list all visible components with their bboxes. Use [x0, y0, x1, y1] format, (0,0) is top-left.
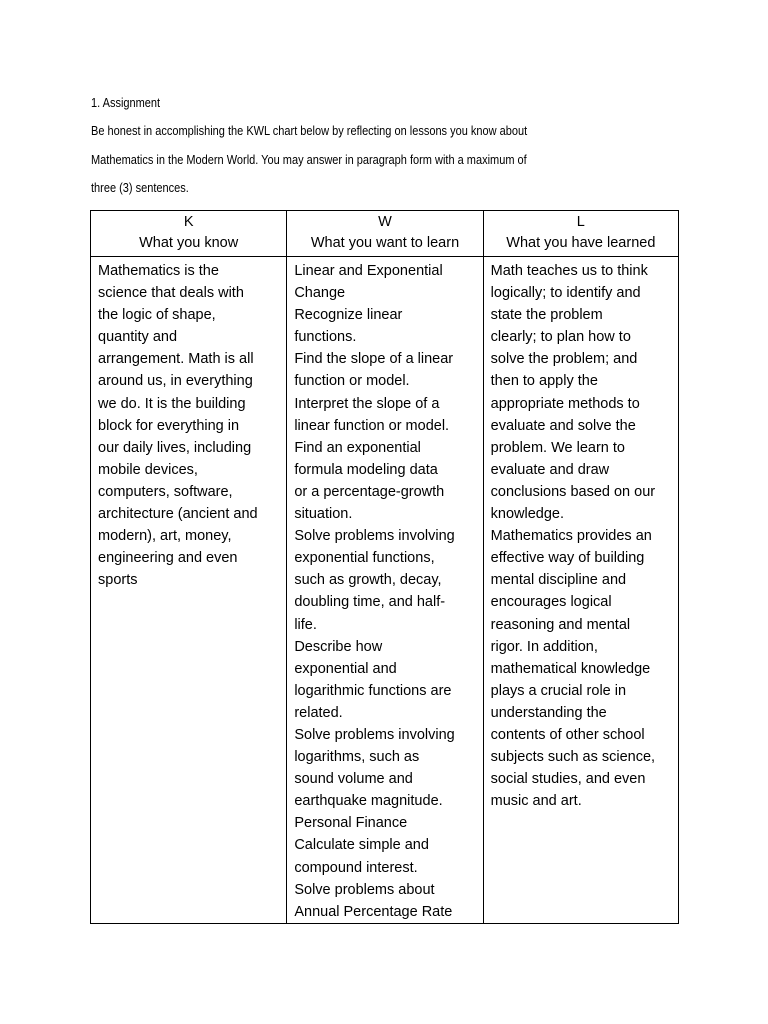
cell-text-line: or a percentage-growth	[294, 483, 445, 500]
cell-text-line: compound interest.	[294, 859, 418, 876]
cell-text-line: Solve problems involving	[294, 726, 455, 743]
cell-text-line: appropriate methods to	[490, 395, 640, 412]
cell-text-line: Linear and Exponential	[294, 263, 443, 279]
cell-text-line: evaluate and draw	[490, 461, 610, 478]
cell-text-line: clearly; to plan how to	[490, 329, 631, 346]
header-w-label: What you want to learn	[310, 235, 460, 251]
header-w	[287, 211, 483, 257]
header-l-label: What you have learned	[506, 235, 656, 251]
cell-text-line: rigor. In addition,	[490, 638, 598, 655]
cell-what-you-want-to-learn	[287, 257, 483, 924]
cell-text-line: around us, in everything	[98, 373, 253, 390]
cell-text-line: Mathematics is the	[98, 263, 219, 279]
cell-text-line: quantity and	[98, 329, 178, 346]
cell-text-line: life.	[294, 616, 317, 633]
cell-text-line: Calculate simple and	[294, 837, 429, 854]
cell-text-line: Solve problems involving	[294, 528, 455, 545]
cell-text-line: linear function or model.	[294, 417, 450, 434]
cell-text-line: related.	[294, 704, 343, 721]
cell-text-line: Personal Finance	[294, 815, 408, 832]
cell-text-line: computers, software,	[98, 483, 233, 500]
cell-text-line: contents of other school	[490, 726, 645, 743]
cell-text-line: Describe how	[294, 638, 383, 655]
kwl-body-row	[91, 257, 679, 924]
cell-text-line: Math teaches us to think	[490, 263, 648, 279]
cell-text-line: Mathematics provides an	[490, 528, 652, 545]
cell-text-line: earthquake magnitude.	[294, 793, 443, 810]
cell-text-line: state the problem	[490, 307, 603, 324]
cell-text-line: block for everything in	[98, 417, 240, 434]
cell-text-line: function or model.	[294, 373, 410, 390]
cell-text-line: science that deals with	[98, 285, 244, 302]
header-k-label: What you know	[139, 235, 239, 251]
cell-text-line: logically; to identify and	[490, 285, 641, 302]
cell-text-line: such as growth, decay,	[294, 572, 442, 589]
cell-text-line: our daily lives, including	[98, 439, 252, 456]
instructions-line-2: Mathematics in the Modern World. You may answer in paragraph form with a maximum of	[91, 153, 527, 167]
cell-text-line: Change	[294, 285, 346, 302]
cell-text-line: solve the problem; and	[490, 351, 638, 368]
cell-text-line: the logic of shape,	[98, 307, 216, 324]
cell-text-line: music and art.	[490, 793, 582, 810]
instructions-line-1: Be honest in accomplishing the KWL chart below by reflecting on lessons you know about	[91, 124, 528, 138]
cell-text-line: sports	[98, 572, 138, 589]
header-l	[483, 211, 678, 257]
cell-text-line: knowledge.	[490, 506, 565, 523]
cell-text-line: Find an exponential	[294, 439, 421, 456]
cell-text-line: exponential functions,	[294, 550, 435, 567]
cell-what-you-know	[91, 257, 287, 924]
cell-text-line: understanding the	[490, 704, 607, 721]
cell-text-line: Recognize linear	[294, 307, 403, 324]
cell-text-line: architecture (ancient and	[98, 506, 258, 523]
header-k	[91, 211, 287, 257]
header-l-letter: L	[576, 214, 585, 230]
header-k-letter: K	[183, 214, 194, 230]
cell-text-line: arrangement. Math is all	[98, 351, 254, 368]
cell-text-line: encourages logical	[490, 594, 612, 611]
cell-text-line: subjects such as science,	[490, 749, 656, 766]
cell-text-line: formula modeling data	[294, 461, 438, 478]
cell-text-line: plays a crucial role in	[490, 682, 627, 699]
kwl-header-row	[91, 211, 679, 257]
cell-text-line: doubling time, and half-	[294, 594, 446, 611]
cell-text-line: logarithmic functions are	[294, 682, 452, 699]
cell-text-line: Interpret the slope of a	[294, 395, 440, 412]
cell-text-line: Find the slope of a linear	[294, 351, 454, 368]
cell-text-line: Annual Percentage Rate	[294, 903, 453, 920]
cell-text-line: engineering and even	[98, 550, 238, 567]
cell-text-line: we do. It is the building	[98, 395, 246, 412]
cell-text-line: Solve problems about	[294, 881, 435, 898]
assignment-title: 1. Assignment	[91, 96, 161, 110]
cell-text-line: evaluate and solve the	[490, 417, 636, 434]
kwl-chart	[90, 210, 679, 924]
instructions-line-3: three (3) sentences.	[91, 181, 189, 195]
cell-text-line: mental discipline and	[490, 572, 627, 589]
cell-text-line: effective way of building	[490, 550, 645, 567]
cell-text-line: reasoning and mental	[490, 616, 631, 633]
cell-text-line: sound volume and	[294, 771, 413, 788]
cell-text-line: modern), art, money,	[98, 528, 232, 545]
cell-text-line: logarithms, such as	[294, 749, 420, 766]
cell-text-line: problem. We learn to	[490, 439, 625, 456]
cell-text-line: social studies, and even	[490, 771, 646, 788]
cell-what-you-have-learned	[483, 257, 678, 924]
cell-text-line: mobile devices,	[98, 461, 198, 478]
cell-text-line: exponential and	[294, 660, 397, 677]
cell-text-line: mathematical knowledge	[490, 660, 651, 677]
cell-text-line: situation.	[294, 506, 353, 523]
cell-text-line: then to apply the	[490, 373, 598, 390]
cell-text-line: functions.	[294, 329, 357, 346]
cell-text-line: conclusions based on our	[490, 483, 656, 500]
header-w-letter: W	[378, 214, 392, 230]
